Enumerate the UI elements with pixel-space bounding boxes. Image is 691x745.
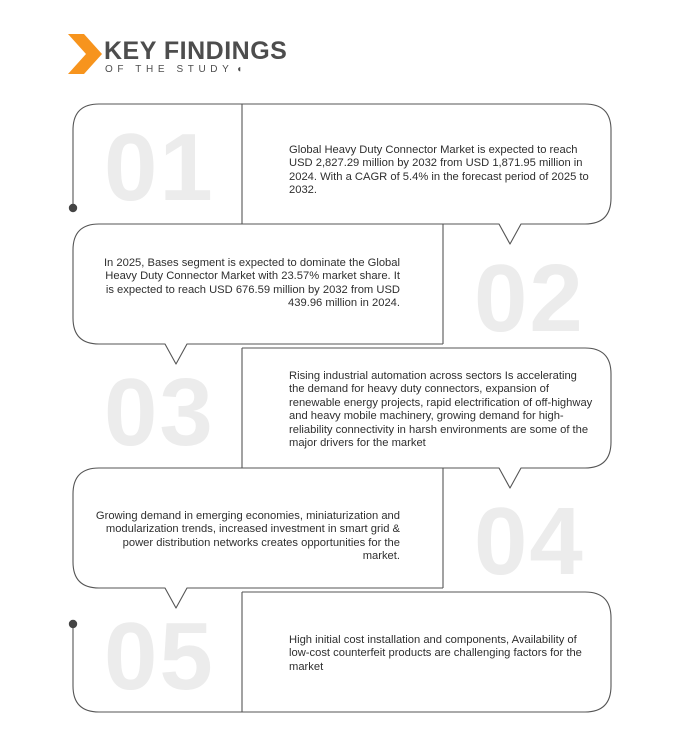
finding-text-1: Global Heavy Duty Connector Market is expected to reach USD 2,827.29 million by 2032 from USD 1,871.95 million in 2024. With a CAGR of 5.4% in the forecast period of 2025 to 2032. <box>289 144 589 197</box>
finding-number-5: 05 <box>104 603 215 710</box>
finding-number-3: 03 <box>104 359 215 466</box>
finding-number-2: 02 <box>474 245 585 352</box>
finding-text-4: Growing demand in emerging economies, miniaturization and modularization trends, increased investment in smart grid & power distribution networks creates opportunities for the market. <box>95 510 400 563</box>
page-title: KEY FINDINGS <box>104 37 288 65</box>
finding-text-2: In 2025, Bases segment is expected to dominate the Global Heavy Duty Connector Market with 23.57% market share. It is expected to reach USD 676.59 million by 2032 from USD 439.96 million in 2024. <box>103 257 400 310</box>
finding-text-5: High initial cost installation and components, Availability of low-cost counterfeit products are challenging factors for the market <box>289 634 582 673</box>
flow-end-dot-icon <box>69 620 77 628</box>
finding-number-1: 01 <box>104 114 215 221</box>
flow-start-dot-icon <box>69 204 77 212</box>
finding-number-4: 04 <box>474 488 585 595</box>
crescent-mark-icon: ◖ <box>233 64 243 75</box>
page-subtitle: OF THE STUDY ◖ <box>105 64 243 75</box>
finding-text-3: Rising industrial automation across sectors Is accelerating the demand for heavy duty connectors, expansion of renewable energy projects, rapid electrification of off-highway and heavy mobile machinery, growing demand for high-reliability connectivity in harsh environments are some of the major drivers for the market <box>289 370 593 450</box>
